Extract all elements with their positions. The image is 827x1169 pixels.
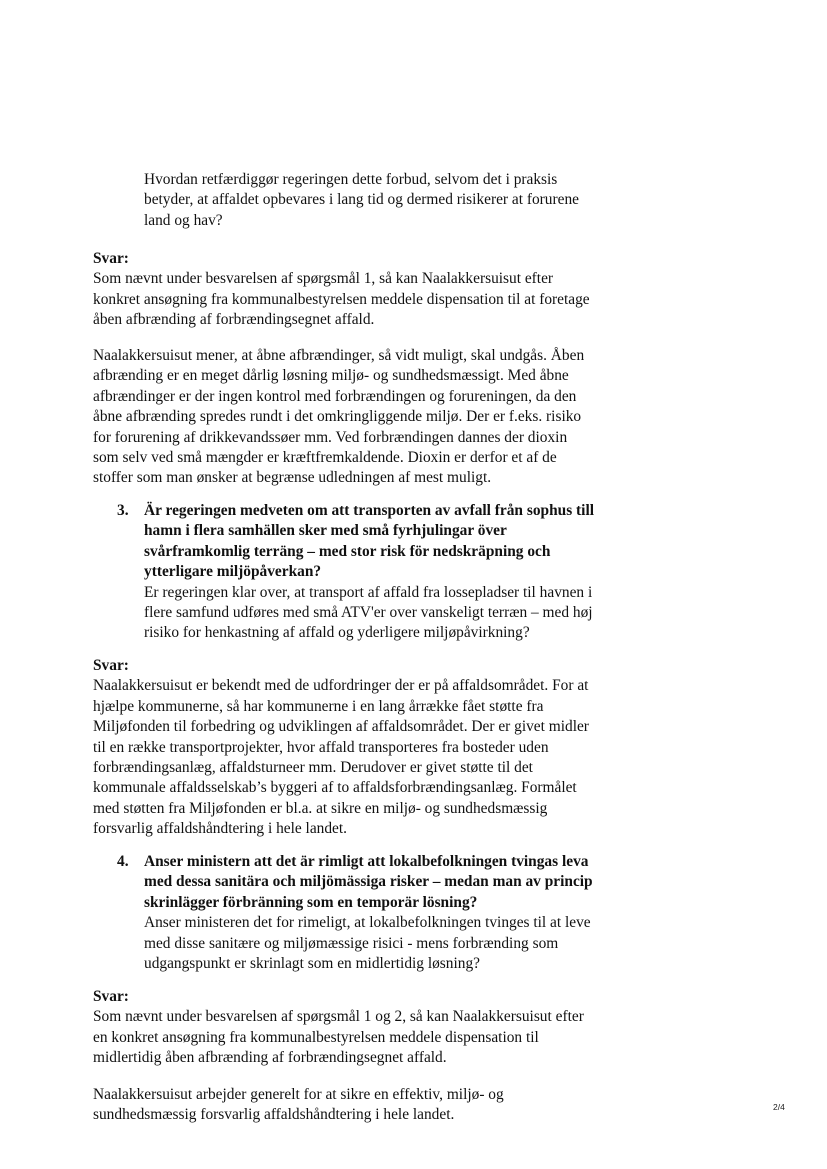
text-line: med støtten fra Miljøfonden er bl.a. at sikre en miljø- og sundhedsmæssig [93, 799, 548, 817]
question-3-danish-line: flere samfund udføres med små ATV'er over vanskeligt terræn – med høj [144, 604, 593, 622]
text-line: Som nævnt under besvarelsen af spørgsmål 1, så kan Naalakkersuisut efter [93, 270, 554, 288]
text-line: betyder, at affaldet opbevares i lang tid og dermed risikerer at forurene [144, 191, 579, 209]
text-line: hjælpe kommunerne, så har kommunerne i en lang årrække fået støtte fra [93, 697, 544, 715]
question-3-swedish-line: hamn i flera samhällen sker med små fyrhjulingar över [144, 522, 507, 540]
question-3-swedish-line: Är regeringen medveten om att transporten av avfall från sophus till [144, 502, 594, 519]
text-line: åben afbrænding af forbrændingsegnet affald. [93, 311, 375, 329]
question-4 [144, 852, 593, 974]
question-4-swedish-line: skrinlägger förbränning som en temporär lösning? [144, 893, 478, 911]
question-3-danish-line: risiko for henkastning af affald og yderligere miljøpåvirkning? [144, 624, 530, 642]
answer-3 [93, 656, 589, 840]
question-4-danish-line: udgangspunkt er skrinlagt som en midlertidig løsning? [144, 955, 480, 973]
answer-4-paragraph-2 [93, 1085, 504, 1126]
text-line: afbrændinger er der ingen kontrol med forbrændingen og forureningen, da den [93, 387, 577, 405]
answer-2 [93, 249, 590, 331]
question-3-danish-line: Er regeringen klar over, at transport af affald fra lossepladser til havnen i [144, 583, 593, 601]
text-line: sundhedsmæssig forsvarlig affaldshåndtering i hele landet. [93, 1106, 455, 1124]
text-line: Hvordan retfærdiggør regeringen dette forbud, selvom det i praksis [144, 171, 558, 188]
text-line: Som nævnt under besvarelsen af spørgsmål 1 og 2, så kan Naalakkersuisut efter [93, 1008, 584, 1026]
text-line: som selv ved små mængder er kræftfremkaldende. Dioxin er derfor et af de [93, 449, 557, 467]
question-4-swedish-line: Anser ministern att det är rimligt att lokalbefolkningen tvingas leva [144, 853, 589, 870]
text-line: forbrændingsanlæg, affaldsturneer mm. Derudover er givet støtte til det [93, 759, 533, 777]
text-line: åbne afbrænding spredes rundt i det omkringliggende miljø. Der er f.eks. risiko [93, 408, 582, 426]
text-line: en konkret ansøgning fra kommunalbestyrelsen meddele dispensation til [93, 1028, 539, 1046]
text-line: konkret ansøgning fra kommunalbestyrelsen meddele dispensation til at foretage [93, 290, 590, 308]
question-3-swedish-line: svårframkomlig terräng – med stor risk för nedskräpning och [144, 542, 551, 560]
answer-label: Svar: [93, 988, 129, 1005]
page-number: 2/4 [773, 1102, 785, 1112]
text-line: kommunale affaldsselskab’s byggeri af to affaldsforbrændingsanlæg. Formålet [93, 779, 577, 797]
text-line: stoffer som man ønsker at begrænse udledningen af mest muligt. [93, 469, 492, 487]
text-line: Naalakkersuisut mener, at åbne afbrændinger, så vidt muligt, skal undgås. Åben [93, 347, 585, 364]
text-line: til en række transportprojekter, hvor affald transporteres fra bosteder uden [93, 738, 549, 756]
answer-label: Svar: [93, 657, 129, 674]
text-line: Miljøfonden til forbedring og udviklingen af affaldsområdet. Der er givet midler [93, 718, 589, 736]
question-3-swedish-line: ytterligare miljöpåverkan? [144, 563, 322, 581]
text-line: for forurening af drikkevandssøer mm. Ved forbrændingen dannes der dioxin [93, 428, 568, 446]
question-3 [144, 501, 594, 644]
text-line: afbrænding er en meget dårlig løsning miljø- og sundhedsmæssigt. Med åbne [93, 367, 569, 385]
answer-2-paragraph-2 [93, 346, 584, 489]
text-line: midlertidig åben afbrænding af forbrændingsegnet affald. [93, 1049, 447, 1067]
text-line: land og hav? [144, 211, 223, 229]
question-4-number: 4. [117, 853, 129, 870]
text-line: forsvarlig affaldshåndtering i hele landet. [93, 820, 347, 838]
text-line: Naalakkersuisut er bekendt med de udfordringer der er på affaldsområdet. For at [93, 677, 589, 695]
text-line: Naalakkersuisut arbejder generelt for at sikre en effektiv, miljø- og [93, 1086, 504, 1103]
question-4-swedish-line: med dessa sanitära och miljömässiga risker – medan man av princip [144, 873, 593, 891]
answer-label: Svar: [93, 250, 129, 267]
answer-4 [93, 987, 584, 1069]
question-4-danish-line: med disse sanitære og miljømæssige risici - mens forbrænding som [144, 934, 559, 952]
question-4-danish-line: Anser ministeren det for rimeligt, at lokalbefolkningen tvinges til at leve [144, 914, 591, 932]
question-3-number: 3. [117, 502, 129, 519]
question-2-danish-text [144, 170, 579, 231]
